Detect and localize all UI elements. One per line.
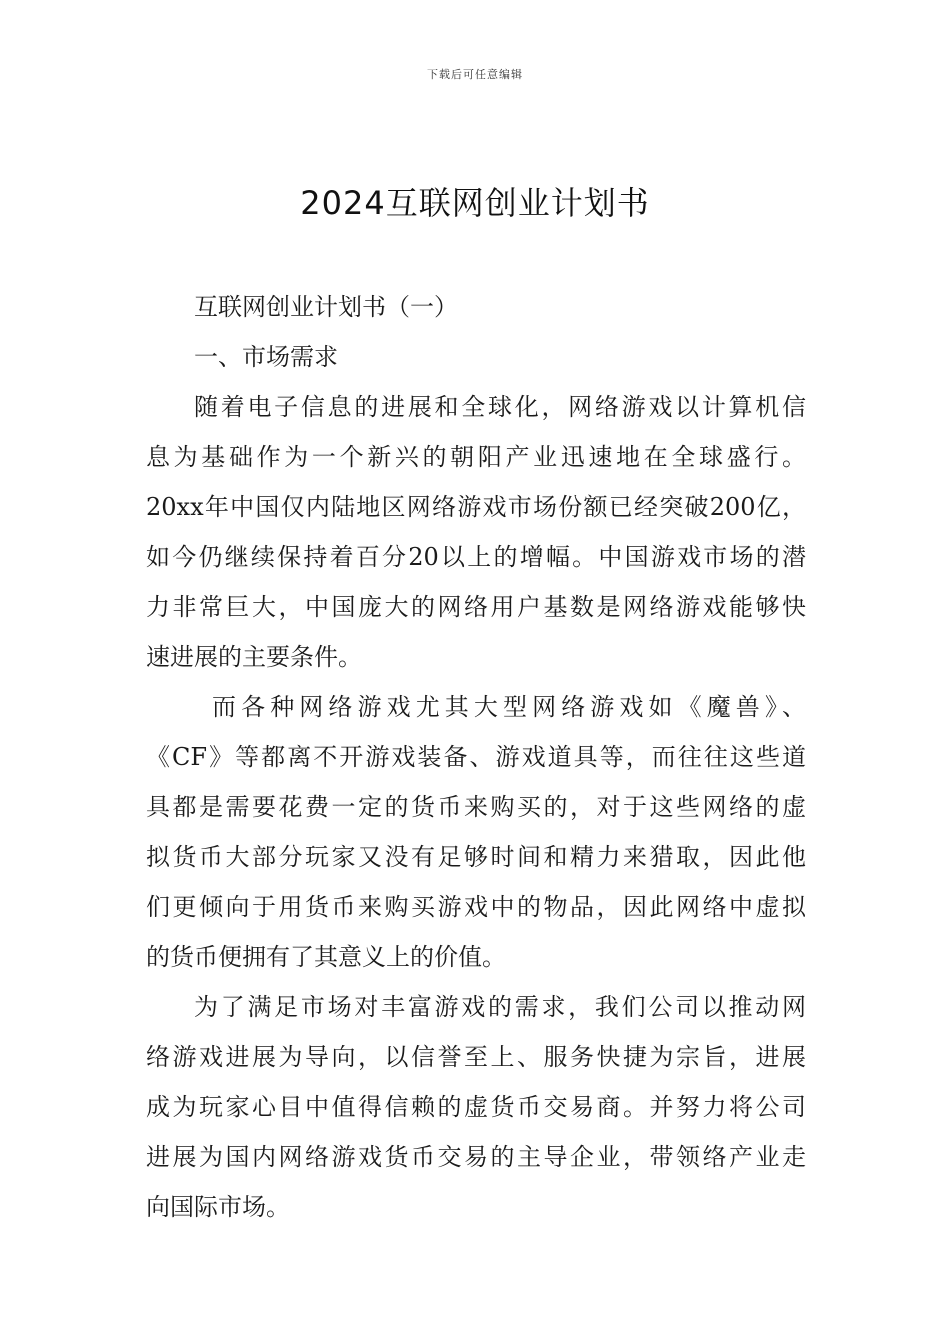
paragraph-line: 络游戏进展为导向，以信誉至上、服务快捷为宗旨，进展 xyxy=(146,1043,806,1071)
paragraph-line: 息为基础作为一个新兴的朝阳产业迅速地在全球盛行。 xyxy=(146,443,806,471)
paragraph-line: 向国际市场。 xyxy=(146,1193,290,1221)
paragraph-line: 拟货币大部分玩家又没有足够时间和精力来猎取，因此他 xyxy=(146,843,806,871)
paragraph-line: 而各种网络游戏尤其大型网络游戏如《魔兽》、 xyxy=(212,693,806,721)
paragraph-line: 20xx年中国仅内陆地区网络游戏市场份额已经突破200亿， xyxy=(146,493,806,521)
paragraph-virtual-currency xyxy=(146,682,806,982)
paragraph-market-overview xyxy=(146,382,806,682)
paragraph-line: 的货币便拥有了其意义上的价值。 xyxy=(146,943,506,971)
paragraph-line: 们更倾向于用货币来购买游戏中的物品，因此网络中虚拟 xyxy=(146,893,806,921)
paragraph-line: 速进展的主要条件。 xyxy=(146,643,362,671)
paragraph-line: 成为玩家心目中值得信赖的虚货币交易商。并努力将公司 xyxy=(146,1093,806,1121)
section-heading: 一、市场需求 xyxy=(194,343,338,371)
paragraph-line: 随着电子信息的进展和全球化，网络游戏以计算机信 xyxy=(194,393,806,421)
page-header-note: 下载后可任意编辑 xyxy=(427,68,523,81)
paragraph-company-mission xyxy=(146,982,806,1232)
paragraph-line: 为了满足市场对丰富游戏的需求，我们公司以推动网 xyxy=(194,993,806,1021)
document-subtitle: 互联网创业计划书（一） xyxy=(194,293,458,321)
paragraph-line: 进展为国内网络游戏货币交易的主导企业，带领络产业走 xyxy=(146,1143,806,1171)
paragraph-line: 力非常巨大，中国庞大的网络用户基数是网络游戏能够快 xyxy=(146,593,806,621)
paragraph-line: 如今仍继续保持着百分20以上的增幅。中国游戏市场的潜 xyxy=(146,543,806,571)
paragraph-line: 《CF》等都离不开游戏装备、游戏道具等，而往往这些道 xyxy=(146,743,806,771)
document-title: 2024互联网创业计划书 xyxy=(300,184,650,222)
paragraph-line: 具都是需要花费一定的货币来购买的，对于这些网络的虚 xyxy=(146,793,806,821)
document-body xyxy=(146,282,806,1232)
